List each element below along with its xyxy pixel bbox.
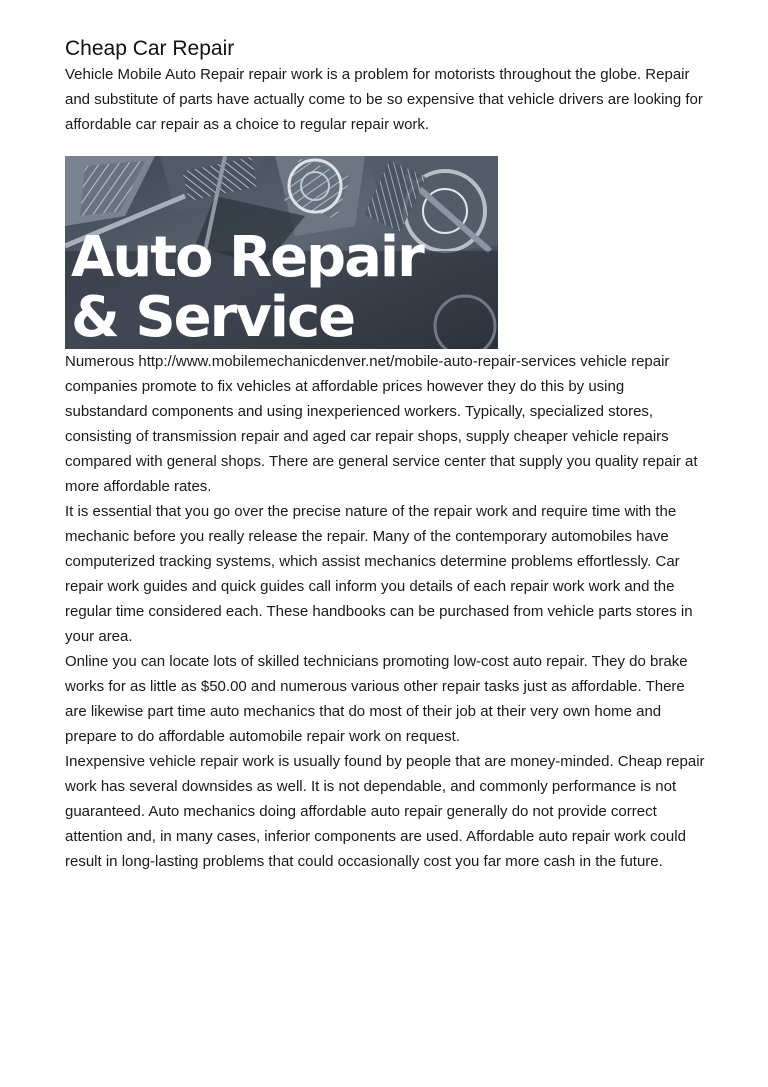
body-paragraph: Numerous http://www.mobilemechanicdenver.net/mobile-auto-repair-services vehicle repair companies promote to fix vehicles at affordable prices however they do this by using substandard components and using inexperienced workers. Typically, specialized stores, consisting of transmission repair and aged car repair shops, supply cheaper vehicle repairs compared with general shops. There are general service center that supply you quality repair at more affordable rates.	[65, 353, 698, 495]
body-paragraph: Inexpensive vehicle repair work is usually found by people that are money-minded. Cheap repair work has several downsides as well. It is not dependable, and commonly performance is not guaranteed. Auto mechanics doing affordable auto repair generally do not provide correct attention and, in many cases, inferior components are used. Affordable auto repair work could result in long-lasting problems that could occasionally cost you far more cash in the future.	[65, 753, 705, 870]
body-paragraph: It is essential that you go over the precise nature of the repair work and require time with the mechanic before you really release the repair. Many of the contemporary automobiles have computerized tracking systems, which assist mechanics determine problems effortlessly. Car repair work guides and quick guides call inform you details of each repair work work and the regular time considered each. These handbooks can be purchased from vehicle parts stores in your area.	[65, 503, 693, 645]
intro-paragraph: Vehicle Mobile Auto Repair repair work is a problem for motorists throughout the globe. Repair and substitute of parts have actually come to be so expensive that vehicle drivers are looking for affordable car repair as a choice to regular repair work.	[65, 66, 703, 133]
engine-parts-illustration	[65, 156, 498, 349]
page-title: Cheap Car Repair	[65, 37, 235, 60]
image-text-line2: & Service	[71, 285, 355, 349]
body-paragraph: Online you can locate lots of skilled technicians promoting low-cost auto repair. They do brake works for as little as $50.00 and numerous various other repair tasks just as affordable. There are likewise part time auto mechanics that do most of their job at their very own home and prepare to do affordable automobile repair work on request.	[65, 653, 688, 745]
auto-repair-image	[65, 156, 498, 349]
image-text-line1: Auto Repair	[71, 225, 423, 290]
